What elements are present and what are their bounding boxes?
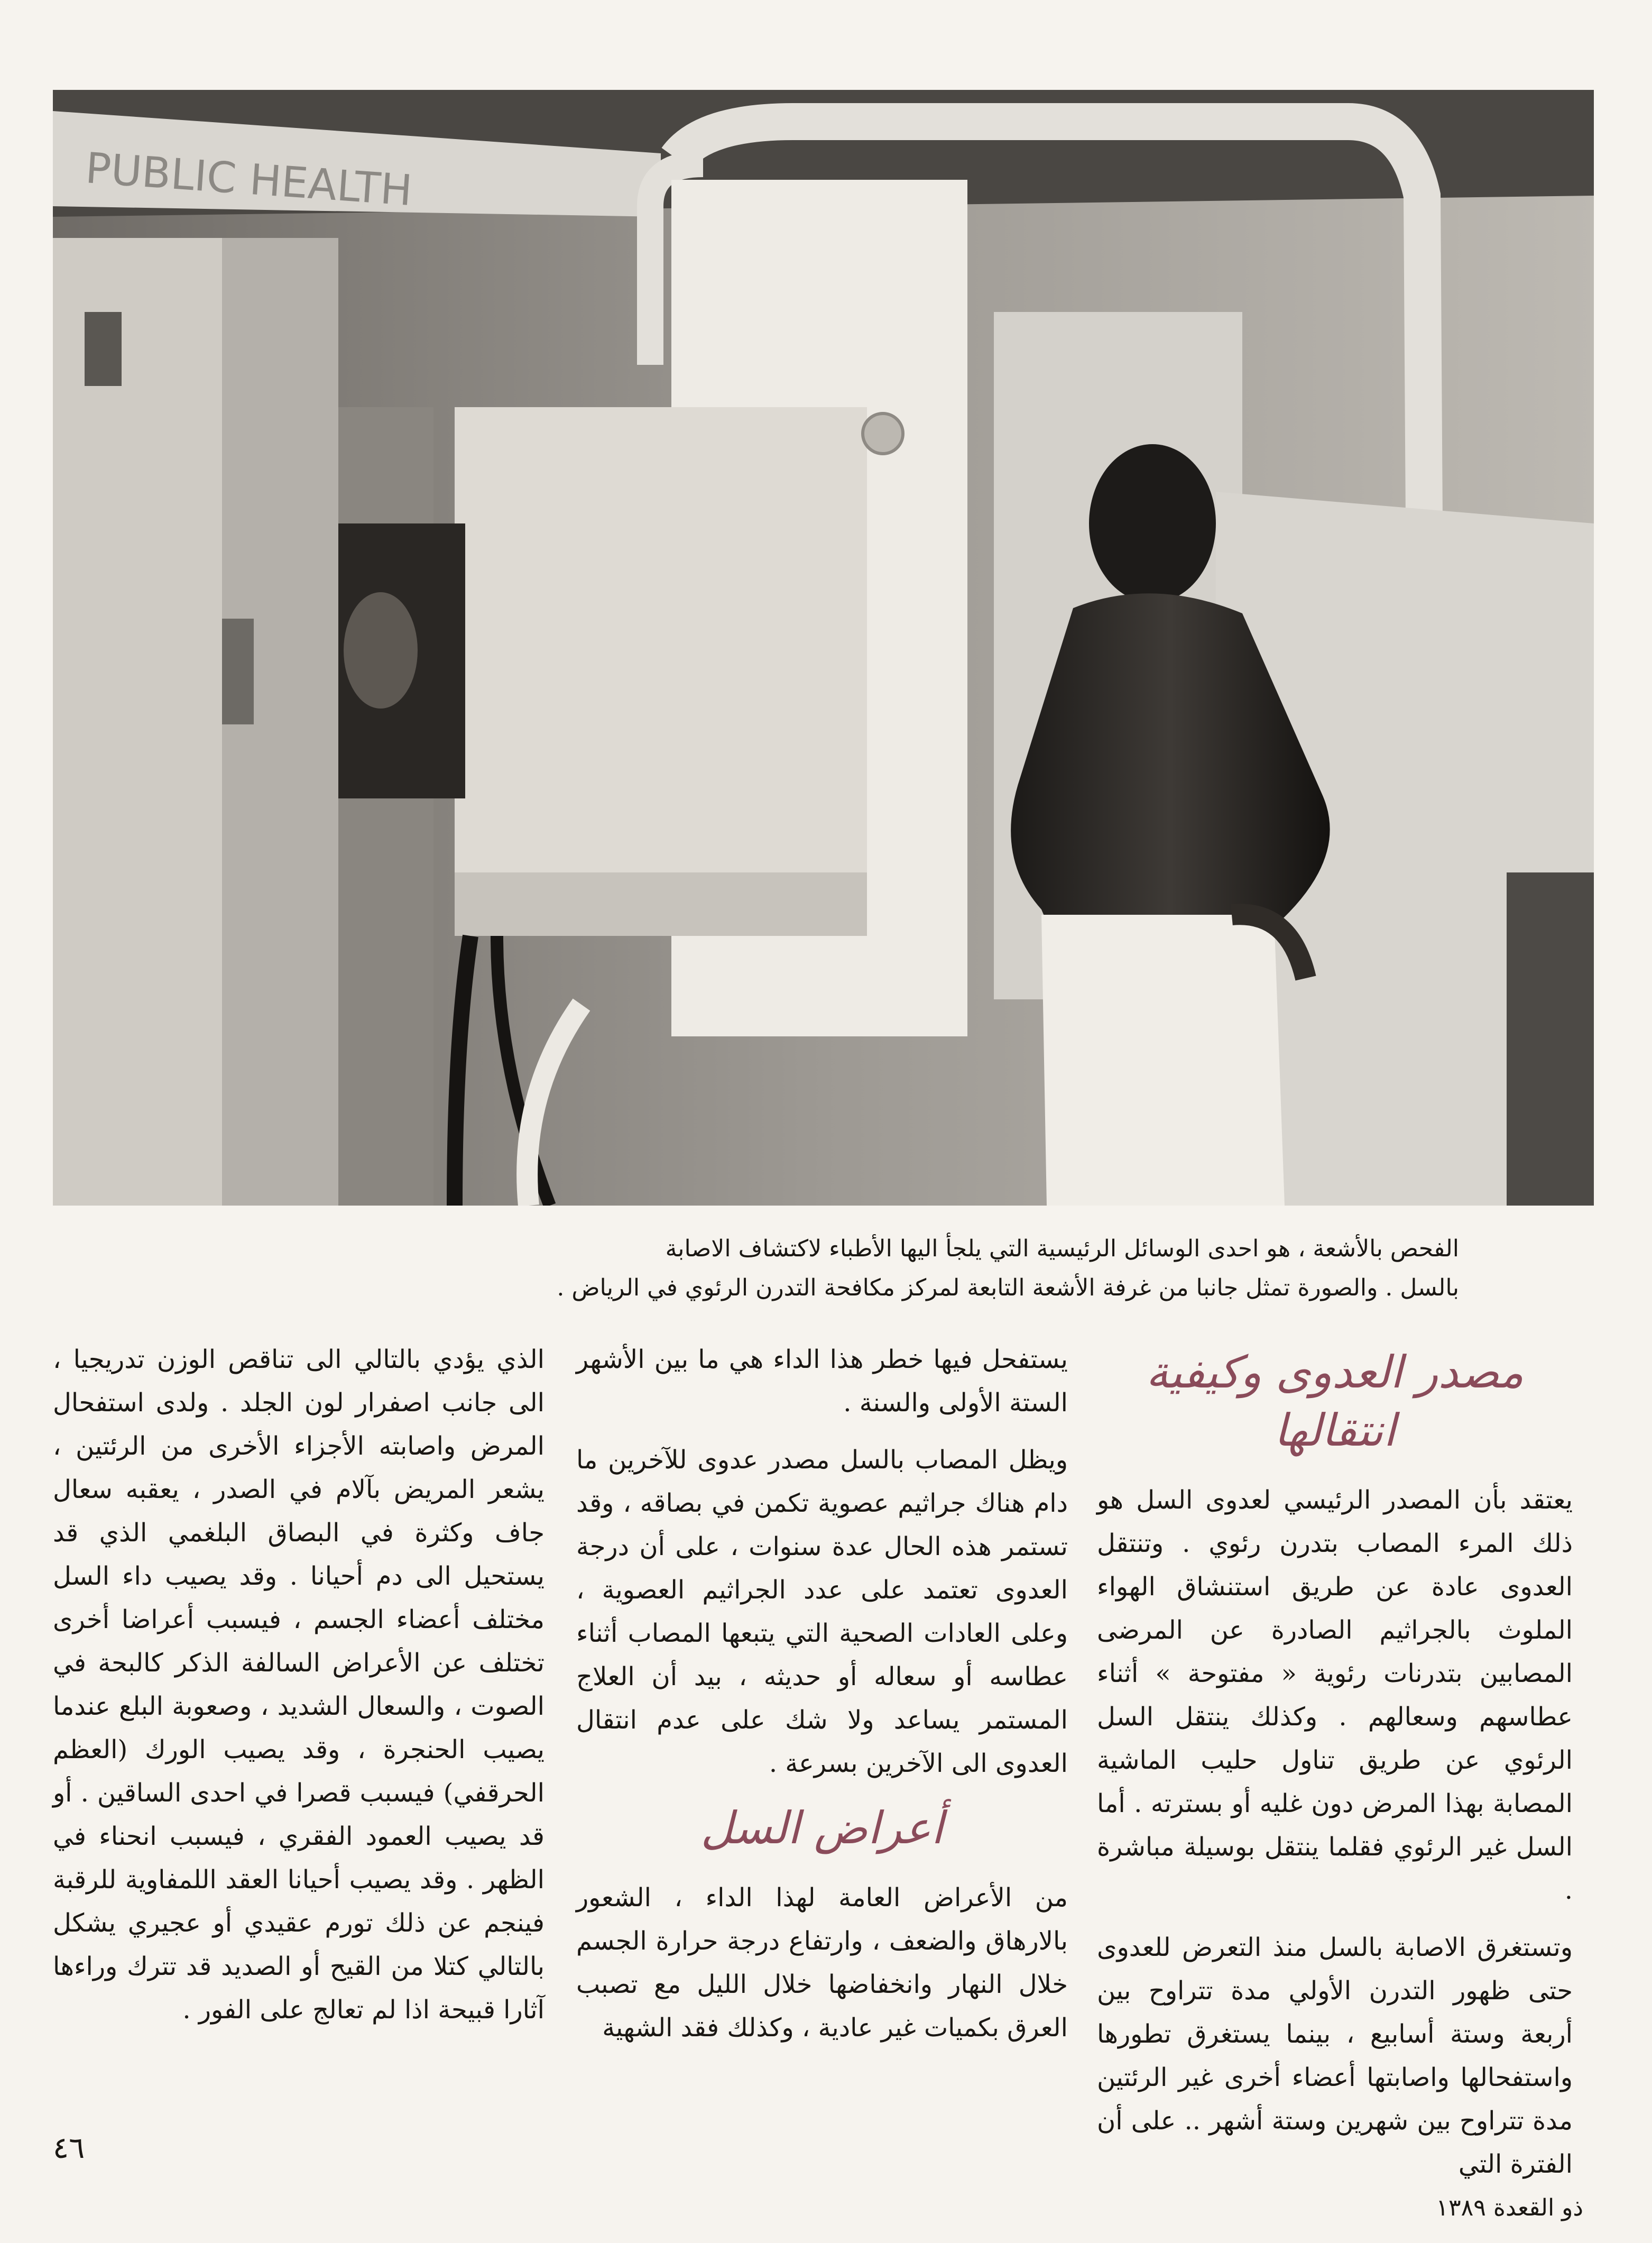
right-column (1097, 1338, 1573, 2200)
middle-paragraph-1: يستفحل فيها خطر هذا الداء هي ما بين الأشهر الستة الأولى والسنة . (576, 1345, 1068, 1418)
right-paragraph-2: وتستغرق الاصابة بالسل منذ التعرض للعدوى حتى ظهور التدرن الأولي مدة تتراوح بين أربعة وستة أسابيع ، بينما يستغرق تطورها واستفحالها واصابتها أعضاء أخرى غير الرئتين مدة تتراوح بين شهرين وستة أشهر .. على أن الفترة التي (1097, 1933, 1573, 2179)
caption-line-2: بالسل . والصورة تمثل جانبا من غرفة الأشعة التابعة لمركز مكافحة التدرن الرئوي في الرياض . (557, 1274, 1459, 1301)
overhead-sign-text: PUBLIC HEALTH (84, 143, 414, 216)
section-heading-source: مصدر العدوى وكيفية انتقالها (1146, 1346, 1524, 1456)
middle-column (576, 1338, 1068, 2063)
section-heading-symptoms: أعراض السل (700, 1802, 944, 1854)
left-paragraph-1: الذي يؤدي بالتالي الى تناقص الوزن تدريجيا ، الى جانب اصفرار لون الجلد . ولدى استفحال المرض واصابته الأجزاء الأخرى من الرئتين ، يشعر المريض بآلام في الصدر ، يعقبه سعال جاف وكثرة في البصاق البلغمي الذي قد يستحيل الى دم أحيانا . وقد يصيب داء السل مختلف أعضاء الجسم ، فيسبب أعراضا أخرى تختلف عن الأعراض السالفة الذكر كالبحة في الصوت ، والسعال الشديد ، وصعوبة البلع عندما يصيب الحنجرة ، وقد يصيب الورك (العظم الحرقفي) فيسبب قصرا في احدى الساقين . أو قد يصيب العمود الفقري ، فيسبب انحناء في الظهر . وقد يصيب أحيانا العقد اللمفاوية للرقبة فينجم عن ذلك تورم عقيدي أو عجيري يشكل بالتالي كتلا من القيح أو الصديد قد تترك وراءها آثارا قبيحة اذا لم تعالج على الفور . (53, 1345, 545, 2025)
xray-room-photo (53, 90, 1594, 1206)
page-number: ٤٦ (53, 2131, 85, 2165)
photo-caption (338, 1229, 1459, 1308)
right-paragraph-1: يعتقد بأن المصدر الرئيسي لعدوى السل هو ذلك المرء المصاب بتدرن رئوي . وتنتقل العدوى عادة عن طريق استنشاق الهواء الملوث بالجراثيم الصادرة عن المرضى المصابين بتدرنات رئوية « مفتوحة » أثناء عطاسهم وسعالهم . وكذلك ينتقل السل الرئوي عن طريق تناول حليب الماشية المصابة بهذا المرض دون غليه أو بسترته . أما السل غير الرئوي فقلما ينتقل بوسيلة مباشرة . (1097, 1485, 1573, 1905)
middle-paragraph-2: ويظل المصاب بالسل مصدر عدوى للآخرين ما دام هناك جراثيم عصوية تكمن في بصاقه ، وقد تستمر هذه الحال عدة سنوات ، على أن درجة العدوى تعتمد على عدد الجراثيم العصوية ، وعلى العادات الصحية التي يتبعها المصاب أثناء عطاسه أو سعاله أو حديثه ، بيد أن العلاج المستمر يساعد ولا شك على عدم انتقال العدوى الى الآخرين بسرعة . (576, 1445, 1068, 1778)
left-column (53, 1338, 544, 2045)
photo-illustration (53, 90, 1594, 1206)
caption-line-1: الفحص بالأشعة ، هو احدى الوسائل الرئيسية التي يلجأ اليها الأطباء لاكتشاف الاصابة (665, 1235, 1459, 1262)
middle-paragraph-3: من الأعراض العامة لهذا الداء ، الشعور بالارهاق والضعف ، وارتفاع درجة حرارة الجسم خلال النهار وانخفاضها خلال الليل مع تصبب العرق بكميات غير عادية ، وكذلك فقد الشهية (576, 1883, 1068, 2043)
issue-date: ذو القعدة ١٣٨٩ (1436, 2194, 1583, 2221)
